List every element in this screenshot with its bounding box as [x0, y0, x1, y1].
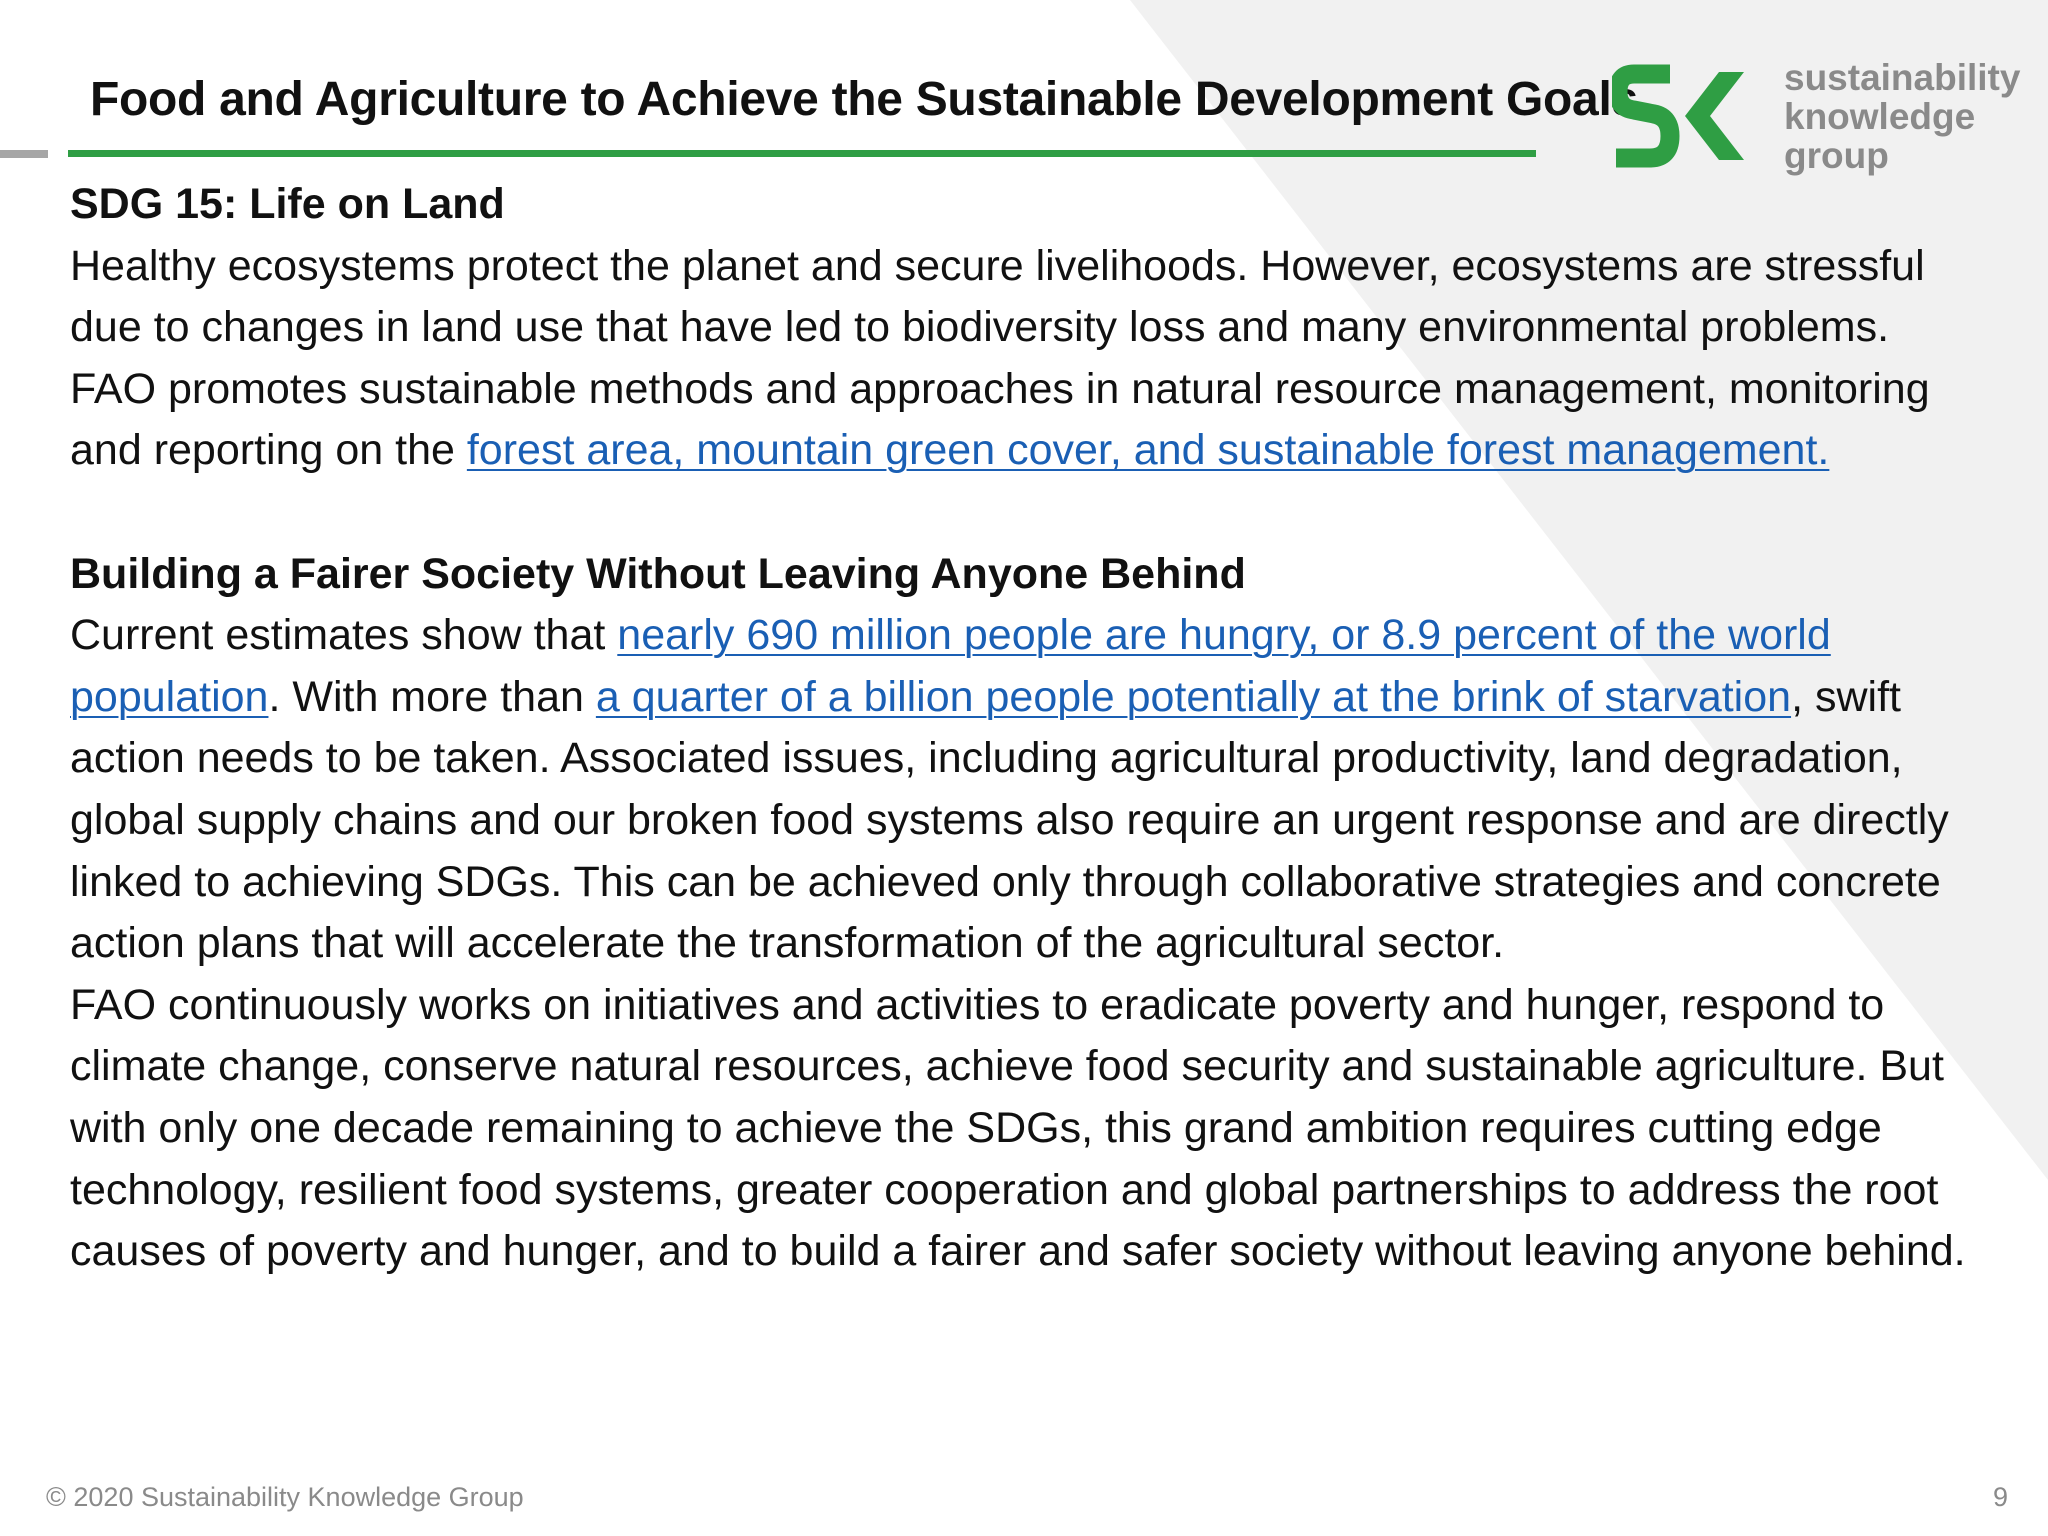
- fairer-society-heading: Building a Fairer Society Without Leaving Anyone Behind: [70, 549, 1246, 598]
- forest-area-link[interactable]: forest area, mountain green cover, and sustainable forest management.: [466, 426, 1830, 475]
- sdg15-text: Healthy ecosystems protect the planet and secure livelihoods. However, ecosystems are stressful due to changes in land use that have led to biodiversity loss and many environmental problems. FAO promotes sustainable methods and approaches in natural resource management, monitoring and reporting on the: [70, 241, 1930, 475]
- fairer-text-3: , swift action needs to be taken. Associated issues, including agricultural productivity, land degradation, global supply chains and our broken food systems also require an urgent response and are directly linked to achieving SDGs. This can be achieved only through collaborative strategies and concrete action plans that will accelerate the transformation of the agricultural sector.: [70, 672, 1949, 968]
- page-number: 9: [1992, 1482, 2008, 1512]
- slide-title: Food and Agriculture to Achieve the Sustainable Development Goals: [90, 73, 1638, 126]
- starvation-link[interactable]: a quarter of a billion people potentially at the brink of starvation: [595, 672, 1792, 721]
- left-edge-marker: [0, 150, 48, 158]
- title-underline: [68, 150, 1536, 157]
- hungry-people-link[interactable]: nearly 690 million people are hungry, or 8.9 percent of the world population: [70, 611, 1831, 721]
- logo-wordmark: sustainability knowledge group: [1784, 57, 2021, 176]
- section-spacer: [70, 482, 1970, 544]
- fairer-society-paragraph-1: [70, 605, 1970, 975]
- slide-body: [70, 174, 1970, 1283]
- fairer-society-paragraph-2: FAO continuously works on initiatives and activities to eradicate poverty and hunger, respond to climate change, conserve natural resources, achieve food security and sustainable agriculture. But with only one decade remaining to achieve the SDGs, this grand ambition requires cutting edge technology, resilient food systems, greater cooperation and global partnerships to address the root causes of poverty and hunger, and to build a fairer and safer society without leaving anyone behind.: [70, 980, 1966, 1276]
- copyright-notice: © 2020 Sustainability Knowledge Group: [46, 1482, 524, 1512]
- fairer-text-1: Current estimates show that: [70, 611, 618, 660]
- sdg15-heading: SDG 15: Life on Land: [70, 180, 505, 228]
- sdg15-paragraph: [70, 236, 1970, 482]
- fairer-text-2: . With more than: [268, 672, 596, 721]
- company-logo: [1612, 57, 2021, 180]
- sk-logo-icon: [1612, 62, 1750, 170]
